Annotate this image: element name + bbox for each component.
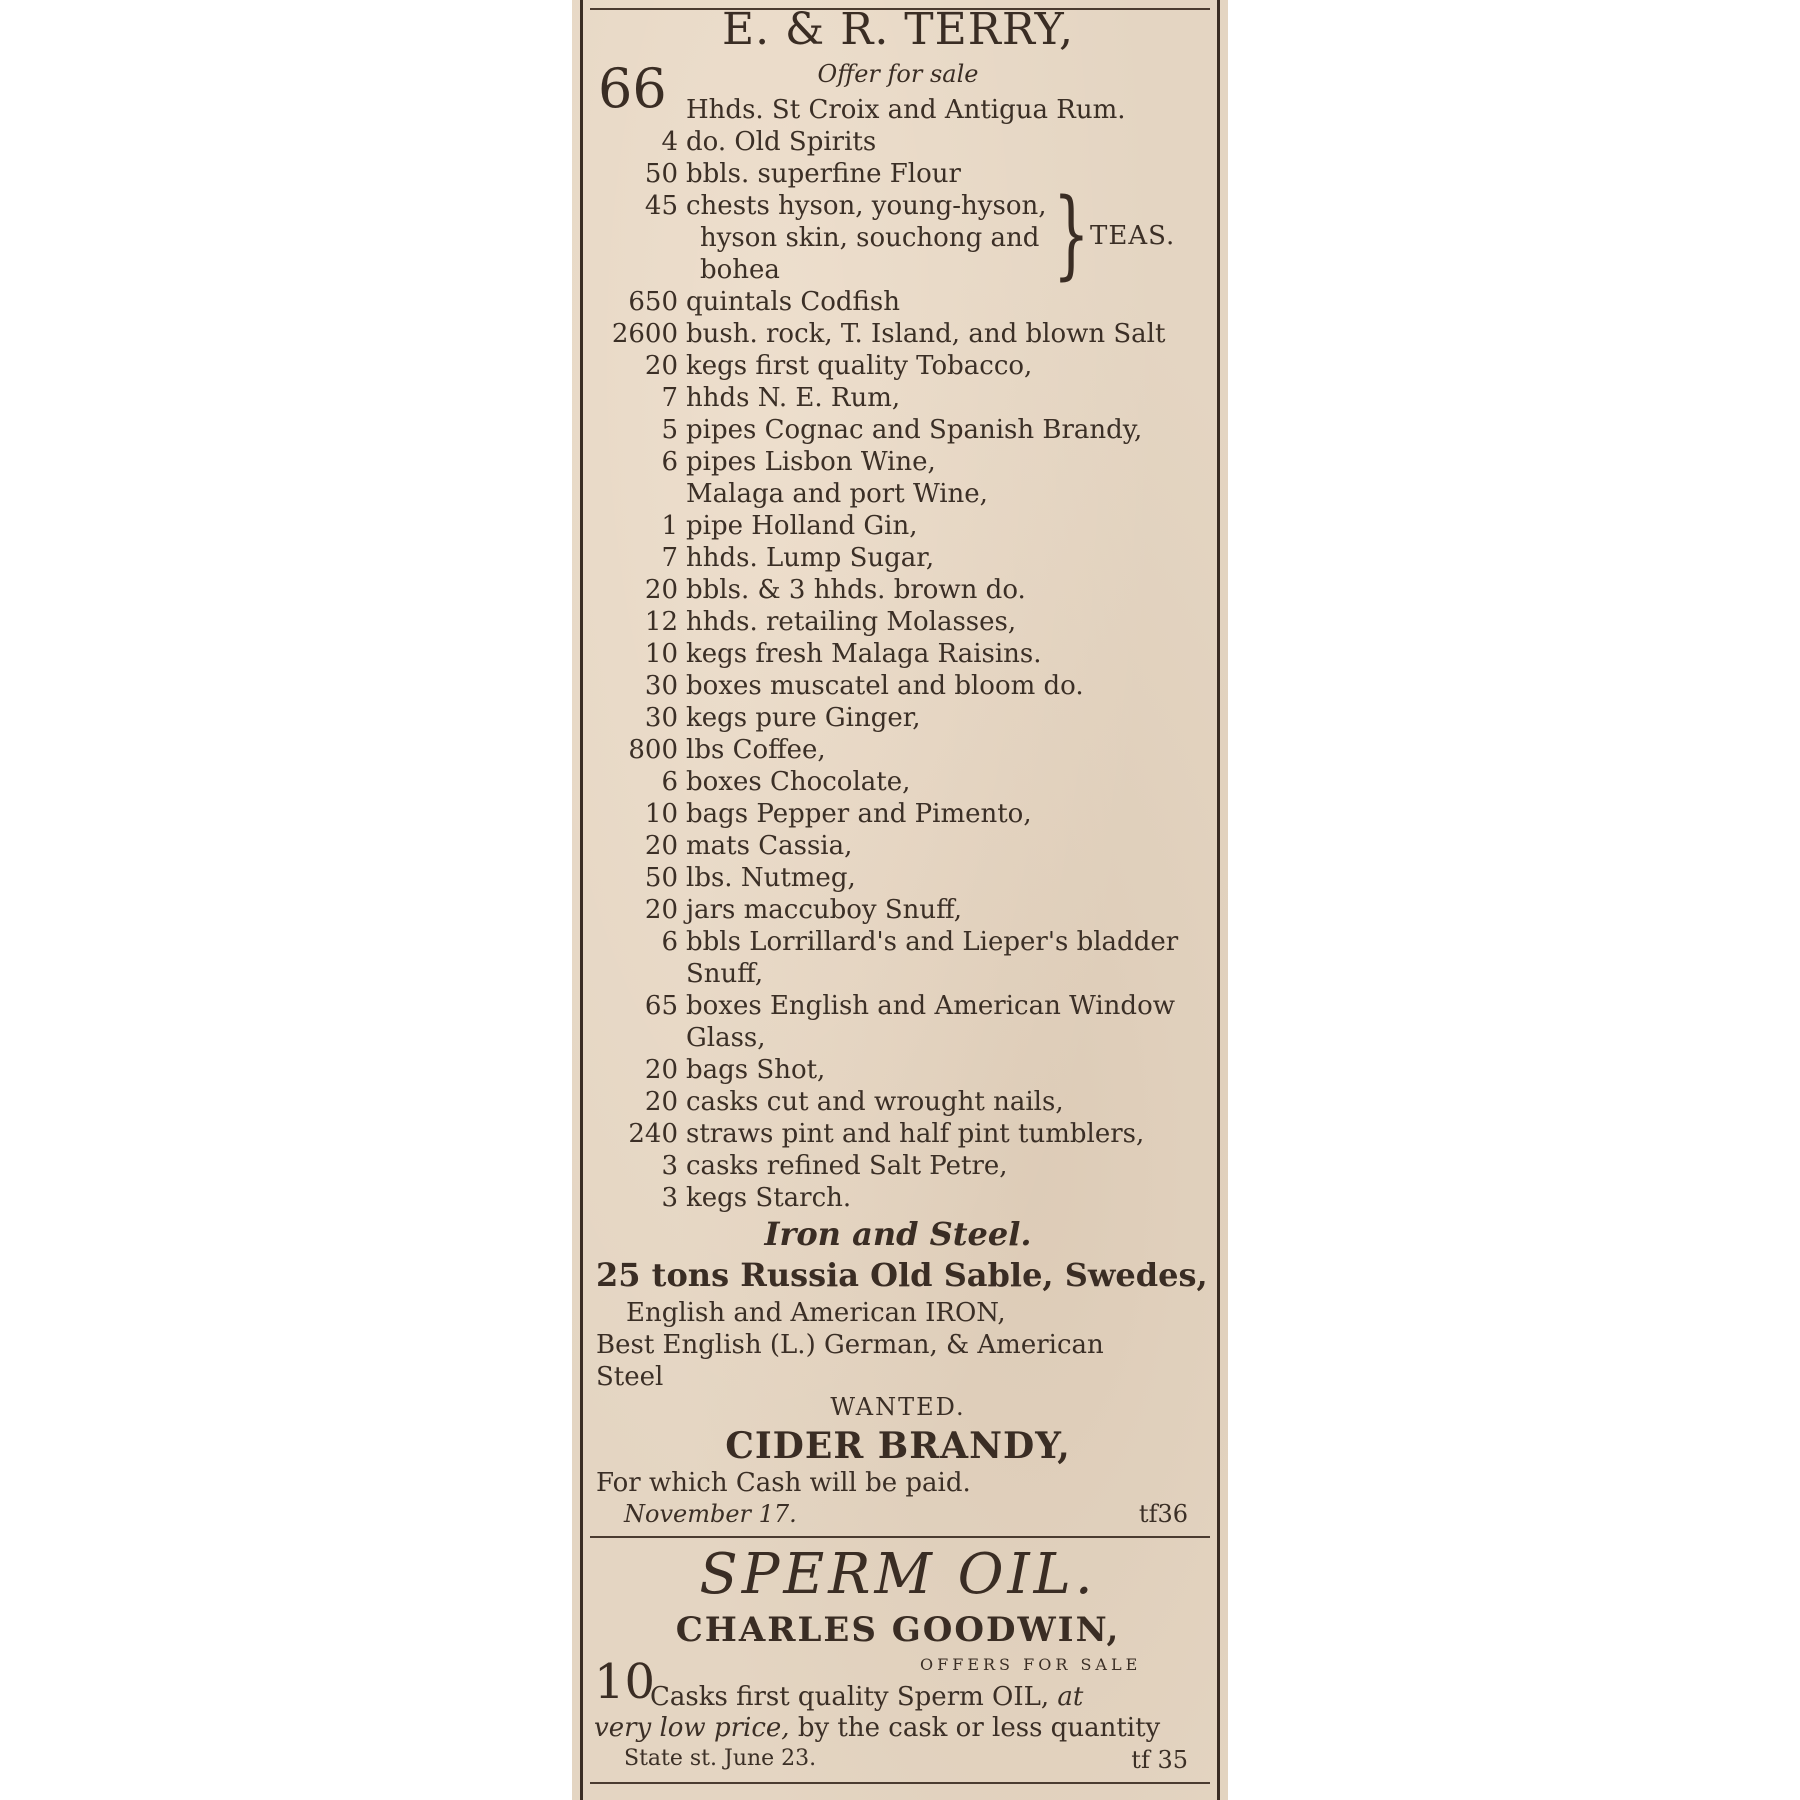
item-quantity: 20: [644, 831, 678, 861]
item-quantity: 45: [644, 191, 678, 221]
item-quantity: 3: [661, 1183, 678, 1213]
item-quantity: 6: [661, 447, 678, 477]
item-description: bags Pepper and Pimento,: [686, 799, 1032, 829]
item-description: Malaga and port Wine,: [686, 479, 988, 509]
item-quantity: 30: [644, 703, 678, 733]
item-row: [590, 574, 1206, 606]
item-row: [590, 798, 1206, 830]
item-quantity: 50: [644, 159, 678, 189]
item-quantity: 2600: [611, 319, 678, 349]
item-description: boxes English and American Window: [686, 991, 1175, 1021]
item-description: bbls Lorrillard's and Lieper's bladder: [686, 927, 1179, 957]
item-quantity: 1: [661, 511, 678, 541]
item-description: kegs first quality Tobacco,: [686, 351, 1033, 381]
item-row: [590, 158, 1206, 190]
teas-label: TEAS.: [1090, 221, 1176, 251]
item-row: [590, 1118, 1206, 1150]
item-quantity: 65: [644, 991, 678, 1021]
item-row: [590, 1150, 1206, 1182]
item-description: hhds. Lump Sugar,: [686, 543, 935, 573]
ad-date: November 17.: [624, 1500, 797, 1528]
item-description: kegs pure Ginger,: [686, 703, 921, 733]
item-row: [590, 1182, 1206, 1214]
item-row: [590, 542, 1206, 574]
section-heading: Iron and Steel.: [764, 1215, 1032, 1253]
ad-subtitle: OFFERS FOR SALE: [920, 1655, 1142, 1674]
item-description: pipe Holland Gin,: [686, 511, 918, 541]
item-description: hyson skin, souchong and: [700, 223, 1040, 253]
item-row: [590, 1086, 1206, 1118]
item-description: kegs Starch.: [686, 1183, 852, 1213]
item-row: [590, 350, 1206, 382]
item-description: kegs fresh Malaga Raisins.: [686, 639, 1042, 669]
ad-body-text: very low price,: [594, 1713, 790, 1743]
item-description: bohea: [700, 255, 780, 285]
item-description: lbs. Nutmeg,: [686, 863, 856, 893]
lead-quantity: 10: [594, 1654, 656, 1710]
ad-body-text: by the cask or less quantity: [797, 1713, 1161, 1743]
item-description: bush. rock, T. Island, and blown Salt: [686, 319, 1166, 349]
item-row: [590, 126, 1206, 158]
item-row: [590, 702, 1206, 734]
ad-body-line: [594, 1713, 1160, 1743]
item-quantity: 5: [661, 415, 678, 445]
ad-body-text: Casks first quality Sperm OIL,: [650, 1682, 1050, 1712]
item-row: [590, 958, 1206, 990]
item-quantity: 20: [644, 1087, 678, 1117]
item-row: [590, 1054, 1206, 1086]
item-quantity: 50: [644, 863, 678, 893]
item-row: [590, 1022, 1206, 1054]
item-description: bags Shot,: [686, 1055, 826, 1085]
item-quantity: 20: [644, 351, 678, 381]
item-row: [590, 446, 1206, 478]
ad-code: tf 35: [1131, 1746, 1188, 1774]
item-description: quintals Codfish: [686, 287, 900, 317]
item-quantity: 800: [628, 735, 678, 765]
item-quantity: 20: [644, 1055, 678, 1085]
item-description: chests hyson, young-hyson,: [686, 191, 1047, 221]
item-description: pipes Lisbon Wine,: [686, 447, 936, 477]
item-row: [590, 990, 1206, 1022]
item-row: [590, 894, 1206, 926]
newspaper-clipping: [572, 0, 1228, 1800]
item-quantity: 10: [644, 639, 678, 669]
item-row: [590, 478, 1206, 510]
item-row: [590, 94, 1206, 126]
ad-code: tf36: [1138, 1500, 1188, 1528]
item-row: [590, 670, 1206, 702]
ad-subtitle: Offer for sale: [817, 60, 979, 88]
item-description: bbls. & 3 hhds. brown do.: [686, 575, 1026, 605]
item-description: casks cut and wrought nails,: [686, 1087, 1064, 1117]
item-quantity: 650: [628, 287, 678, 317]
item-row: [590, 734, 1206, 766]
ad-body-line: [650, 1682, 1083, 1712]
item-quantity: 7: [661, 543, 678, 573]
item-row: [590, 638, 1206, 670]
item-description: boxes Chocolate,: [686, 767, 911, 797]
item-row: [590, 254, 1206, 286]
item-description: do. Old Spirits: [686, 127, 877, 157]
item-description: Glass,: [686, 1023, 766, 1053]
item-quantity: 20: [644, 575, 678, 605]
item-description: mats Cassia,: [686, 831, 853, 861]
right-column-rule: [1217, 0, 1220, 1800]
item-quantity: 7: [661, 383, 678, 413]
lead-quantity: 66: [598, 57, 667, 120]
item-row: [590, 414, 1206, 446]
payment-note: For which Cash will be paid.: [596, 1468, 971, 1498]
left-column-rule: [580, 0, 583, 1800]
brace-symbol: }: [1053, 178, 1090, 290]
merchant-name: CHARLES GOODWIN,: [675, 1610, 1121, 1650]
iron-line: Steel: [596, 1362, 664, 1392]
item-quantity: 3: [661, 1151, 678, 1181]
item-quantity: 4: [661, 127, 678, 157]
item-row: [590, 318, 1206, 350]
item-row: [590, 766, 1206, 798]
item-description: boxes muscatel and bloom do.: [686, 671, 1084, 701]
item-row: [590, 862, 1206, 894]
ad-title: SPERM OIL.: [699, 1542, 1097, 1607]
wanted-heading: WANTED.: [830, 1393, 966, 1421]
bottom-rule: [590, 1782, 1210, 1784]
item-quantity: 240: [628, 1119, 678, 1149]
item-description: pipes Cognac and Spanish Brandy,: [686, 415, 1143, 445]
iron-line: Best English (L.) German, & American: [596, 1330, 1104, 1360]
item-quantity: 30: [644, 671, 678, 701]
item-description: bbls. superfine Flour: [686, 159, 961, 189]
ad-title: E. & R. TERRY,: [721, 4, 1075, 55]
item-description: casks refined Salt Petre,: [686, 1151, 1008, 1181]
item-row: [590, 606, 1206, 638]
iron-line: English and American IRON,: [626, 1298, 1006, 1328]
item-row: [590, 510, 1206, 542]
item-description: jars maccuboy Snuff,: [686, 895, 962, 925]
ad-body-text: at: [1057, 1682, 1084, 1712]
ad-divider: [590, 1536, 1210, 1538]
item-description: Snuff,: [686, 959, 764, 989]
item-quantity: 20: [644, 895, 678, 925]
wanted-item: CIDER BRANDY,: [725, 1425, 1071, 1467]
item-row: [590, 926, 1206, 958]
item-quantity: 6: [661, 767, 678, 797]
item-row: [590, 382, 1206, 414]
item-row: [590, 286, 1206, 318]
item-description: hhds N. E. Rum,: [686, 383, 901, 413]
item-row: [590, 190, 1206, 222]
ad-date: State st. June 23.: [624, 1746, 817, 1771]
item-description: straws pint and half pint tumblers,: [686, 1119, 1145, 1149]
item-row: [590, 830, 1206, 862]
item-description: hhds. retailing Molasses,: [686, 607, 1017, 637]
item-quantity: 10: [644, 799, 678, 829]
iron-line: 25 tons Russia Old Sable, Swedes,: [596, 1256, 1208, 1294]
item-description: lbs Coffee,: [686, 735, 826, 765]
item-quantity: 6: [661, 927, 678, 957]
item-quantity: 12: [644, 607, 678, 637]
item-description: Hhds. St Croix and Antigua Rum.: [686, 95, 1126, 125]
